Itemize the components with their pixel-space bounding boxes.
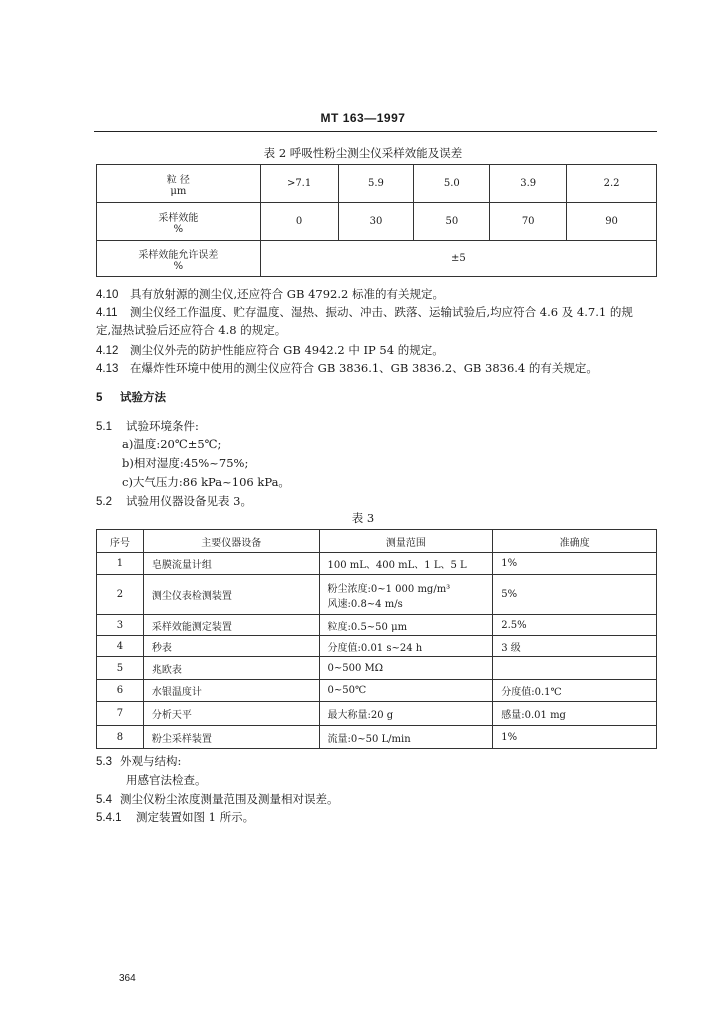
table3-cell: 最大称量:20 g	[319, 702, 493, 726]
table2-label-cell	[97, 165, 261, 203]
para-number: 5.1	[96, 421, 112, 433]
table3-cell: 采样效能测定装置	[143, 615, 319, 636]
para-4-11	[96, 303, 666, 322]
table2-row-error	[97, 241, 657, 277]
para-number: 5.4	[96, 794, 112, 806]
table3-header-cell: 准确度	[493, 530, 657, 553]
table3-cell: 5	[97, 657, 144, 680]
efficiency-label: 采样效能	[158, 212, 199, 224]
condition-temperature: a)温度:20℃±5℃;	[122, 437, 222, 451]
table-row	[97, 636, 657, 657]
table3-cell: 流量:0~50 L/min	[319, 726, 493, 749]
para-text: 测定装置如图 1 所示。	[136, 810, 255, 824]
para-text: 试验用仪器设备见表 3。	[126, 494, 252, 508]
para-text: 测尘仪粉尘浓度测量范围及测量相对误差。	[120, 792, 339, 806]
table3-cell: 4	[97, 636, 144, 657]
table-row	[97, 575, 657, 615]
table3-cell: 2	[97, 575, 144, 615]
table3-cell: 100 mL、400 mL、1 L、5 L	[319, 553, 493, 575]
table-row	[97, 726, 657, 749]
table3-cell: 6	[97, 680, 144, 702]
table-row	[97, 615, 657, 636]
dust-concentration-range: 粉尘浓度:0~1 000 mg/m³	[327, 583, 451, 595]
table3-cell: 测尘仪表检测装置	[143, 575, 319, 615]
para-4-13	[96, 359, 666, 378]
para-number: 4.10	[96, 289, 119, 301]
para-text: 具有放射源的测尘仪,还应符合 GB 4792.2 标准的有关规定。	[130, 287, 444, 301]
table2-row-efficiency	[97, 203, 657, 241]
table2-cell: 5.0	[414, 165, 490, 203]
para-number: 4.13	[96, 363, 119, 375]
table-row	[97, 657, 657, 680]
table3-cell: 8	[97, 726, 144, 749]
table2-cell: 5.9	[338, 165, 414, 203]
para-5-3-sub: 用感官法检查。	[126, 773, 207, 787]
table2-cell: 2.2	[567, 165, 657, 203]
condition-humidity: b)相对湿度:45%~75%;	[122, 456, 249, 470]
table2-cell: 90	[567, 203, 657, 241]
table-row	[97, 702, 657, 726]
table2-label-cell	[97, 241, 261, 277]
para-text: 测尘仪经工作温度、贮存温度、湿热、振动、冲击、跌落、运输试验后,均应符合 4.6 及 4.7.1 的规	[130, 305, 633, 319]
table3-header-cell: 序号	[97, 530, 144, 553]
para-number: 5.2	[96, 496, 112, 508]
table3-cell: 1%	[493, 553, 657, 575]
error-label: 采样效能允许误差	[138, 249, 219, 261]
table3-cell: 秒表	[143, 636, 319, 657]
section-number: 5	[96, 392, 103, 404]
para-text: 在爆炸性环境中使用的测尘仪应符合 GB 3836.1、GB 3836.2、GB 3836.4 的有关规定。	[130, 361, 598, 375]
particle-size-unit: μm	[170, 185, 187, 197]
para-number: 5.4.1	[96, 812, 122, 824]
para-text: 试验环境条件:	[126, 419, 199, 433]
table2-row-particle-size	[97, 165, 657, 203]
table2-caption: 表 2 呼吸性粉尘测尘仪采样效能及误差	[263, 146, 463, 160]
standard-header: MT 163—1997	[320, 111, 406, 125]
para-5-4-1	[96, 808, 666, 827]
error-unit: %	[173, 260, 184, 272]
table-row	[97, 680, 657, 702]
table3-cell: 皂膜流量计组	[143, 553, 319, 575]
table3-cell: 0~50℃	[319, 680, 493, 702]
table3-cell: 粒度:0.5~50 μm	[319, 615, 493, 636]
table3-cell: 分析天平	[143, 702, 319, 726]
table2-cell: 0	[260, 203, 338, 241]
table2	[96, 164, 657, 277]
table3-cell: 粉尘采样装置	[143, 726, 319, 749]
para-5-2	[96, 492, 666, 511]
table2-cell: 30	[338, 203, 414, 241]
table3-header-cell: 测量范围	[319, 530, 493, 553]
table3-cell: 3	[97, 615, 144, 636]
table3-cell: 分度值:0.01 s~24 h	[319, 636, 493, 657]
table2-label-cell	[97, 203, 261, 241]
para-4-11-cont	[96, 321, 666, 339]
table3-cell: 感量:0.01 mg	[493, 702, 657, 726]
para-5-4	[96, 790, 666, 809]
table-row	[97, 553, 657, 575]
para-text: 测尘仪外壳的防护性能应符合 GB 4942.2 中 IP 54 的规定。	[130, 343, 444, 357]
particle-size-label: 粒 径	[166, 174, 190, 186]
table3-cell: 7	[97, 702, 144, 726]
para-5-3	[96, 752, 666, 771]
table3-cell: 兆欧表	[143, 657, 319, 680]
para-text: 定,湿热试验后还应符合 4.8 的规定。	[96, 323, 287, 337]
table2-error-value: ±5	[260, 241, 656, 277]
table3-caption: 表 3	[351, 511, 375, 525]
section-title: 试验方法	[120, 390, 166, 404]
table3-cell	[493, 657, 657, 680]
section-5-heading	[96, 388, 666, 407]
para-4-10	[96, 285, 666, 304]
para-number: 4.12	[96, 345, 119, 357]
para-number: 4.11	[96, 307, 118, 319]
table2-cell: >7.1	[260, 165, 338, 203]
table3-cell: 3 级	[493, 636, 657, 657]
table3-cell: 0~500 MΩ	[319, 657, 493, 680]
table3-cell: 分度值:0.1℃	[493, 680, 657, 702]
para-4-12	[96, 341, 666, 360]
table2-cell: 3.9	[490, 165, 567, 203]
table3-cell: 水银温度计	[143, 680, 319, 702]
table3-header-row	[97, 530, 657, 553]
efficiency-unit: %	[173, 223, 184, 235]
wind-speed-range: 风速:0.8~4 m/s	[327, 598, 403, 610]
table3-cell: 2.5%	[493, 615, 657, 636]
condition-pressure: c)大气压力:86 kPa~106 kPa。	[122, 475, 290, 489]
table3-header-cell: 主要仪器设备	[143, 530, 319, 553]
table3-cell: 1	[97, 553, 144, 575]
table3-cell	[319, 575, 493, 615]
table2-cell: 50	[414, 203, 490, 241]
table2-cell: 70	[490, 203, 567, 241]
table3	[96, 529, 657, 749]
header-rule	[94, 131, 657, 132]
para-text: 外观与结构:	[120, 754, 182, 768]
table3-cell: 5%	[493, 575, 657, 615]
para-5-1	[96, 417, 666, 436]
page-number: 364	[119, 973, 136, 984]
table3-cell: 1%	[493, 726, 657, 749]
para-number: 5.3	[96, 756, 112, 768]
